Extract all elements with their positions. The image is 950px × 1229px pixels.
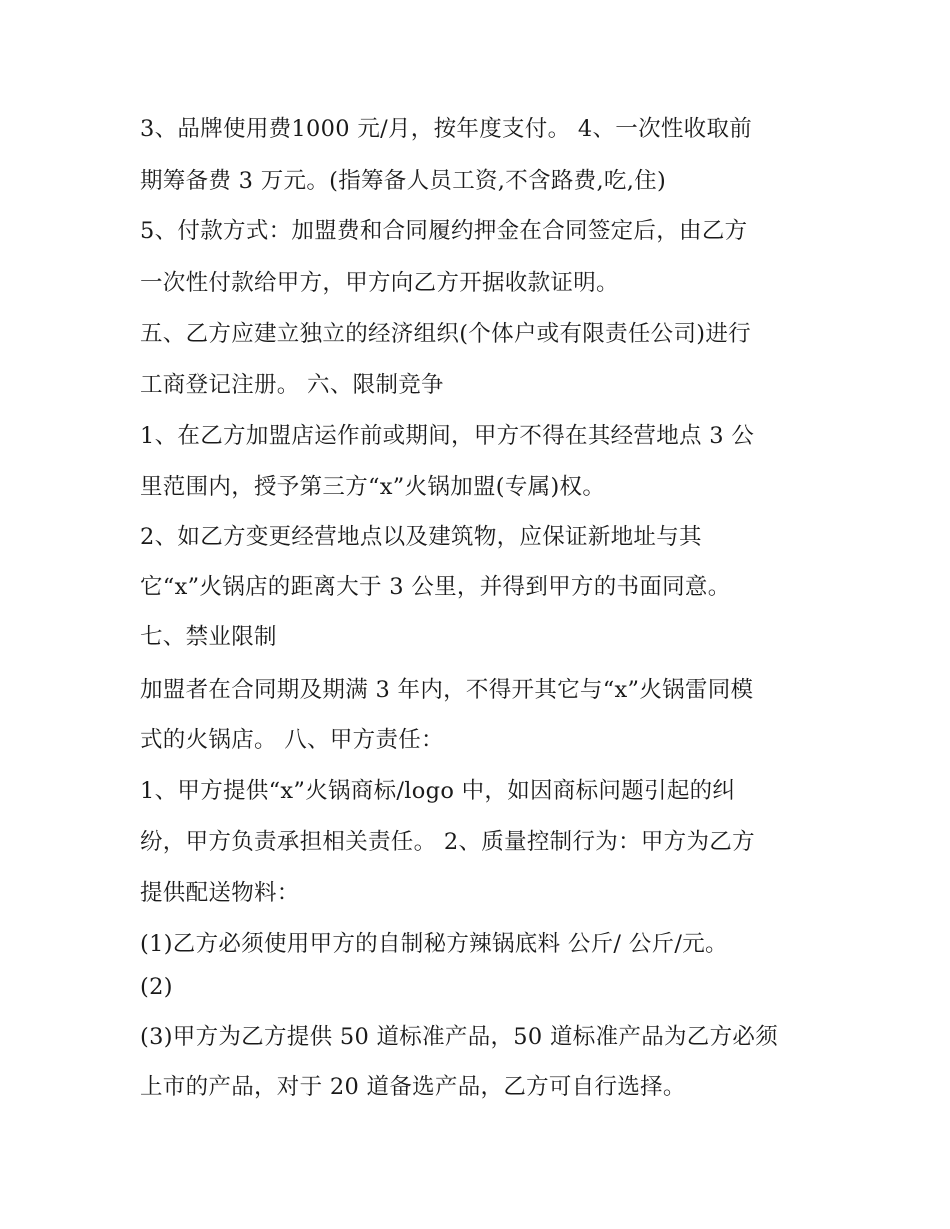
text-line: 一次性付款给甲方，甲方向乙方开据收款证明。 (140, 270, 619, 296)
text-line: (1)乙方必须使用甲方的自制秘方辣锅底料 公斤/ 公斤/元。 (140, 931, 728, 957)
text-line: 五、乙方应建立独立的经济组织(个体户或有限责任公司)进行 (140, 321, 751, 347)
text-line: 工商登记注册。 六、限制竞争 (140, 372, 444, 398)
text-line: (2) (140, 974, 173, 1000)
text-line: (3)甲方为乙方提供 50 道标准产品，50 道标准产品为乙方必须 (140, 1024, 778, 1050)
text-line: 式的火锅店。 八、甲方责任： (140, 727, 444, 753)
text-line: 纷，甲方负责承担相关责任。 2、质量控制行为：甲方为乙方 (140, 829, 755, 855)
text-line: 七、禁业限制 (140, 624, 277, 650)
text-line: 它“x”火锅店的距离大于 3 公里，并得到甲方的书面同意。 (140, 574, 731, 600)
text-line: 1、甲方提供“x”火锅商标/logo 中，如因商标问题引起的纠 (140, 778, 736, 804)
text-line: 3、品牌使用费1000 元/月，按年度支付。 4、一次性收取前 (140, 116, 753, 142)
text-line: 5、付款方式：加盟费和合同履约押金在合同签定后，由乙方 (140, 218, 748, 244)
text-line: 上市的产品，对于 20 道备选产品，乙方可自行选择。 (140, 1074, 686, 1100)
text-line: 提供配送物料： (140, 880, 300, 906)
text-line: 加盟者在合同期及期满 3 年内，不得开其它与“x”火锅雷同模 (140, 677, 754, 703)
text-line: 2、如乙方变更经营地点以及建筑物，应保证新地址与其 (140, 524, 702, 550)
text-line: 里范围内，授予第三方“x”火锅加盟(专属)权。 (140, 474, 606, 500)
text-line: 1、在乙方加盟店运作前或期间，甲方不得在其经营地点 3 公 (140, 423, 755, 449)
text-line: 期筹备费 3 万元。(指筹备人员工资,不含路费,吃,住) (140, 168, 667, 194)
